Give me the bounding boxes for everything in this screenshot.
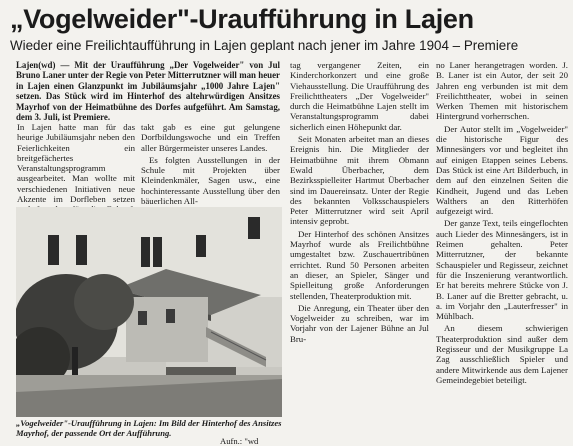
paragraph: An diesem schwierigen Theaterproduktion sind außer dem Regisseur und der Musikgruppe La Zag ausschließlich Spieler und andere Mitwirkende aus dem Lajener Gemeindegebiet beteiligt. <box>436 323 568 385</box>
paragraph: Seit Monaten arbeitet man an dieses Ereignis hin. Die Mitglieder der Heimatbühne mit ihrem Obmann Ewald Überbacher, dem Bezirksspielleiter Hartmut Überbacher sind im Dauereinsatz. Unter der Regie des bekannten Volksschauspielers Peter Mitterrutzner wird seit April intensiv geprobt. <box>290 134 429 227</box>
column-3 <box>290 60 429 344</box>
paragraph: In Lajen hatte man für das heurige Jubiläumsjahr neben den Feierlichkeiten ein breitgefächertes Veranstaltungsprogramm ausgearbeitet. Man wollte mit verschiedenen Initiativen neue Akzente im Dorfleben setzen <box>17 122 135 205</box>
lead-paragraph: Lajen(wd) — Mit der Uraufführung „Der Vogelweider" von Jul Bruno Laner unter der Regie von Peter Mitterrutzner will man heuer in Lajen einen Glanzpunkt im Jubiläumsjahr „1000 Jahre Lajen" setzen. Das Stück wird im Hinterhof des altehrwürdigen Ansitzes Mayrhof von der Heimatbühne des Dorfes aufgeführt. Am Samstag, dem 3. Juli, ist Premiere. <box>16 60 280 123</box>
paragraph: tag vergangener Zeiten, ein Kinderchorkonzert und eine große Viehausstellung. Die Uraufführung des Freilichttheaters „Der Vogelweider" durch die Heimatbühne Lajen stellt im Veranstaltungsprogramm dabei sicherlich einen Höhepunkt dar. <box>290 60 429 132</box>
paragraph: no Laner herangetragen worden. J. B. Laner ist ein Autor, der seit 20 Jahren eng verbunden ist mit dem Freilichttheater, wobei in seinen Werken Themen mit historischem Hintergrund vorherrschen. <box>436 60 568 122</box>
paragraph: takt gab es eine gut gelungene Dorfbildungswoche und ein Treffen aller Bürgermeister unseres Landes. <box>141 122 280 153</box>
photo-caption: „Vogelweider"-Uraufführung in Lajen: Im Bild der Hinterhof des Ansitzes Mayrhof, der passende Ort der Aufführung. <box>16 418 282 438</box>
photo-illustration <box>16 207 282 417</box>
headline: „Vogelweider"-Uraufführung in Lajen <box>10 4 474 34</box>
paragraph: Der Autor stellt im „Vogelweider" die historische Figur des Minnesängers vor und begleitet ihn auf einigen Etappen seines Lebens. Das Stück ist eine Art Bilderbuch, in dem auf den einzelnen Seiten die Kindheit, Jugend und das Leben Walthers an den Ritterhöfen aufgezeigt wird. <box>436 123 568 217</box>
column-2 <box>141 122 280 206</box>
photo-credit-cutoff: Aufn.: "wd <box>220 436 259 446</box>
photo-mayrhof-courtyard <box>16 207 282 417</box>
paragraph: Der ganze Text, teils eingeflochten auch Lieder des Minnesängers, ist in Reimen gehalten. Peter Mitterrutzner, der bekannte Schauspieler und Regisseur, zeichnet für die Inszenierung verantwortlich. Er hat bereits mehrere Stücke von J. B. Laner auf die Bretter gebracht, u. a. im Vorjahr den „Lauterfresser" in Mühlbach. <box>436 218 568 322</box>
subheadline: Wieder eine Freilichtaufführung in Lajen geplant nach jener im Jahre 1904 – Premiere <box>10 38 519 53</box>
paragraph: Die Anregung, ein Theater über den Vogelweider zu schreiben, war im Vorjahr von der Lajener Bühne an Jul Bru- <box>290 302 429 344</box>
paragraph: Es folgten Ausstellungen in der Schule mit Projekten über Kleindenkmäler, Sagen usw., eine hochinteressante Ausstellung über den bäuerlichen All- <box>141 154 280 207</box>
paragraph: Der Hinterhof des schönen Ansitzes Mayrhof wurde als Freilichtbühne umgestaltet bzw. Zuschauertribünen errichtet. Rund 50 Personen arbeiten an dieser, an Spieler, Sänger und Spielleitung große Anforderungen stellenden, Theaterproduktion mit. <box>290 228 429 301</box>
column-4 <box>436 60 568 385</box>
